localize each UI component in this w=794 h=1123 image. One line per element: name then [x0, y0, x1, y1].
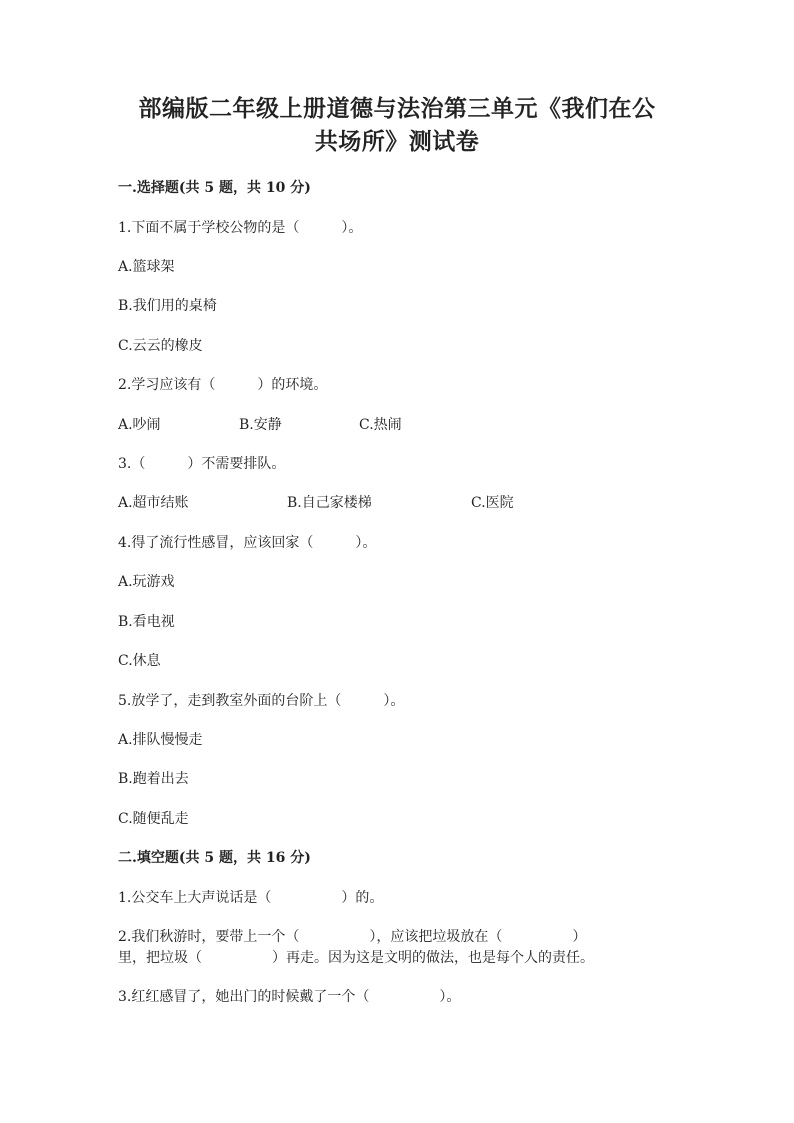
- question-2-option-c: C.热闹: [359, 417, 402, 433]
- fill-3: 3.红红感冒了，她出门的时候戴了一个（ ）。: [118, 989, 461, 1005]
- fill-2-line-1: 2.我们秋游时，要带上一个（ ），应该把垃圾放在（ ）: [118, 929, 587, 945]
- title-line-1: 部编版二年级上册道德与法治第三单元《我们在公: [138, 95, 656, 122]
- question-4-option-a: A.玩游戏: [118, 574, 175, 590]
- question-4-stem: 4.得了流行性感冒，应该回家（ ）。: [118, 535, 377, 551]
- title-line-2: 共场所》测试卷: [314, 128, 480, 155]
- question-3-option-b: B.自己家楼梯: [287, 495, 372, 511]
- question-5-stem: 5.放学了，走到教室外面的台阶上（ ）。: [118, 693, 405, 709]
- question-3-option-a: A.超市结账: [118, 495, 189, 511]
- question-1-option-b: B.我们用的桌椅: [118, 298, 217, 314]
- question-3-stem: 3.（ ）不需要排队。: [118, 456, 286, 472]
- question-2-option-b: B.安静: [239, 417, 282, 433]
- question-1-option-c: C.云云的橡皮: [118, 338, 203, 354]
- question-2-stem: 2.学习应该有（ ）的环境。: [118, 377, 328, 393]
- question-1-option-a: A.篮球架: [118, 259, 175, 275]
- question-3-option-c: C.医院: [471, 495, 514, 511]
- page-title: [100, 92, 694, 158]
- question-1-stem: 1.下面不属于学校公物的是（ ）。: [118, 220, 363, 236]
- fill-2-line-2: 里，把垃圾（ ）再走。因为这是文明的做法，也是每个人的责任。: [118, 950, 594, 966]
- fill-1: 1.公交车上大声说话是（ ）的。: [118, 890, 384, 906]
- section-heading-fill: 二.填空题(共 5 题，共 16 分): [118, 850, 311, 866]
- question-5-option-c: C.随便乱走: [118, 811, 189, 827]
- question-5-option-a: A.排队慢慢走: [118, 732, 203, 748]
- section-heading-choice: 一.选择题(共 5 题，共 10 分): [118, 180, 311, 196]
- question-2-option-a: A.吵闹: [118, 417, 161, 433]
- question-5-option-b: B.跑着出去: [118, 771, 189, 787]
- question-4-option-c: C.休息: [118, 653, 161, 669]
- question-4-option-b: B.看电视: [118, 614, 175, 630]
